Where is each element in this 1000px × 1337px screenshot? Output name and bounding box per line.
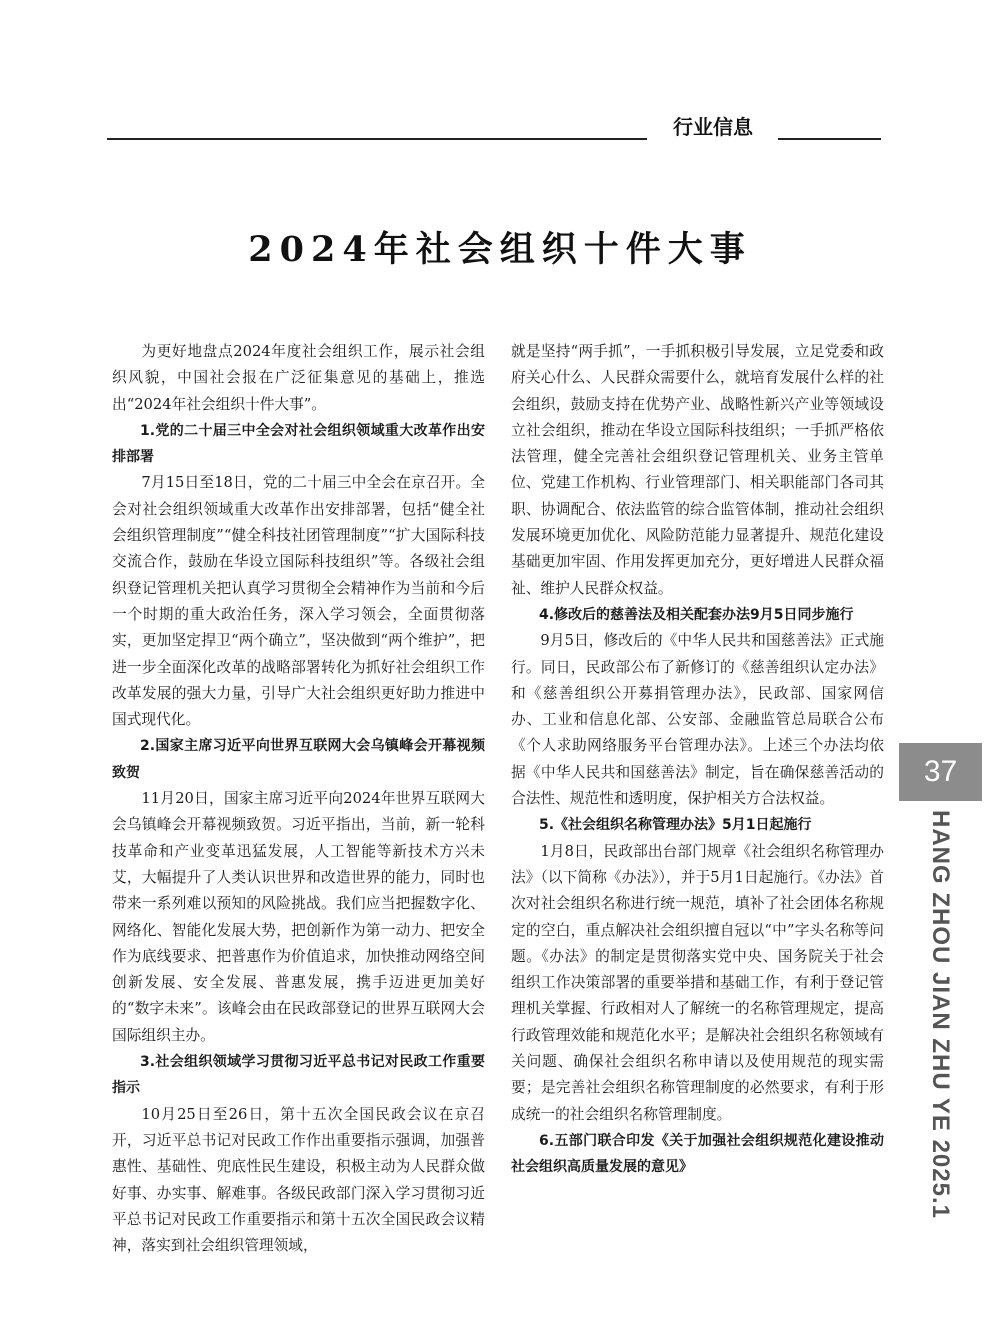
- section-label: 行业信息: [673, 115, 753, 139]
- item-heading: 4.修改后的慈善法及相关配套办法9月5日同步施行: [539, 606, 854, 623]
- item-paragraph: 9月5日，修改后的《中华人民共和国慈善法》正式施行。同日，民政部公布了新修订的《慈善组织认定办法》和《慈善组织公开募捐管理办法》，民政部、国家网信办、工业和信息化部、公安部、金融监管总局联合公布《个人求助网络服务平台管理办法》。上述三个办法均依据《中华人民共和国慈善法》制定，旨在确保慈善活动的合法性、规范性和透明度，保护相关方合法权益。: [511, 632, 884, 808]
- right-column: [511, 339, 884, 1181]
- item-paragraph: 7月15日至18日，党的二十届三中全会在京召开。全会对社会组织领域重大改革作出安排部署，包括“健全社会组织管理制度”“健全科技社团管理制度”“扩大国际科技交流合作，鼓励在华设立国际科技组织”等。各级社会组织登记管理机关把认真学习贯彻全会精神作为当前和今后一个时期的重大政治任务，深入学习领会，全面贯彻落实，更加坚定捍卫“两个确立”，坚决做到“两个维护”，把进一步全面深化改革的战略部署转化为抓好社会组织工作改革发展的强大力量，引导广大社会组织更好助力推进中国式现代化。: [112, 474, 485, 729]
- item-heading: 5.《社会组织名称管理办法》5月1日起施行: [539, 817, 812, 834]
- header-rule-left: [107, 138, 647, 140]
- article-title: 2024年社会组织十件大事: [248, 229, 752, 270]
- continued-paragraph: 就是坚持“两手抓”，一手抓积极引导发展，立足党委和政府关心什么、人民群众需要什么，就培育发展什么样的社会组织，鼓励支持在优势产业、战略性新兴产业等领域设立社会组织，推动在华设立国际科技组织；一手抓严格依法管理，健全完善社会组织登记管理机关、业务主管单位、党建工作机构、行业管理部门、相关职能部门各司其职、协调配合、依法监管的综合监管体制，推动社会组织发展环境更加优化、风险防范能力显著提升、规范化建设基础更加牢固、作用发挥更加充分，更好增进人民群众福祉、维护人民群众权益。: [511, 343, 884, 597]
- left-column: [112, 339, 485, 1259]
- item-paragraph: 10月25日至26日，第十五次全国民政会议在京召开，习近平总书记对民政工作作出重要指示强调，加强普惠性、基础性、兜底性民生建设，积极主动为人民群众做好事、办实事、解难事。各级民政部门深入学习贯彻习近平总书记对民政工作重要指示和第十五次全国民政会议精神，落实到社会组织管理领域，: [112, 1105, 485, 1255]
- journal-name: HANG ZHOU JIAN ZHU YE 2025.1: [927, 810, 954, 1219]
- item-paragraph: 11月20日，国家主席习近平向2024年世界互联网大会乌镇峰会开幕视频致贺。习近平指出，当前，新一轮科技革命和产业变革迅猛发展，人工智能等新技术方兴未艾，大幅提升了人类认识世界和改造世界的能力，同时也带来一系列难以预知的风险挑战。我们应当把握数字化、网络化、智能化发展大势，把创新作为第一动力、把安全作为底线要求、把普惠作为价值追求，加快推动网络空间创新发展、安全发展、普惠发展，携手迈进更加美好的“数字未来”。该峰会由在民政部登记的世界互联网大会国际组织主办。: [112, 790, 485, 1044]
- header-rule-right: [778, 138, 881, 140]
- item-heading: 3.社会组织领域学习贯彻习近平总书记对民政工作重要指示: [112, 1054, 485, 1097]
- item-heading: 6.五部门联合印发《关于加强社会组织规范化建设推动社会组织高质量发展的意见》: [511, 1132, 884, 1176]
- page-number: 37: [899, 743, 982, 801]
- item-heading: 1.党的二十届三中全会对社会组织领域重大改革作出安排部署: [112, 422, 485, 466]
- item-heading: 2.国家主席习近平向世界互联网大会乌镇峰会开幕视频致贺: [112, 738, 485, 781]
- item-paragraph: 1月8日，民政部出台部门规章《社会组织名称管理办法》（以下简称《办法》），并于5月1日起施行。《办法》首次对社会组织名称进行统一规范，填补了社会团体名称规定的空白，重点解决社会组织擅自冠以“中”字头名称等问题。《办法》的制定是贯彻落实党中央、国务院关于社会组织工作决策部署的重要举措和基础工作，有利于登记管理机关掌握、行政相对人了解统一的名称管理规定，提高行政管理效能和规范化水平；是解决社会组织名称领域有关问题、确保社会组织名称申请以及使用规范的现实需要；是完善社会组织名称管理制度的必然要求，有利于形成统一的社会组织名称管理制度。: [511, 842, 884, 1123]
- intro-paragraph: 为更好地盘点2024年度社会组织工作，展示社会组织风貌，中国社会报在广泛征集意见的基础上，推选出“2024年社会组织十件大事”。: [112, 343, 485, 413]
